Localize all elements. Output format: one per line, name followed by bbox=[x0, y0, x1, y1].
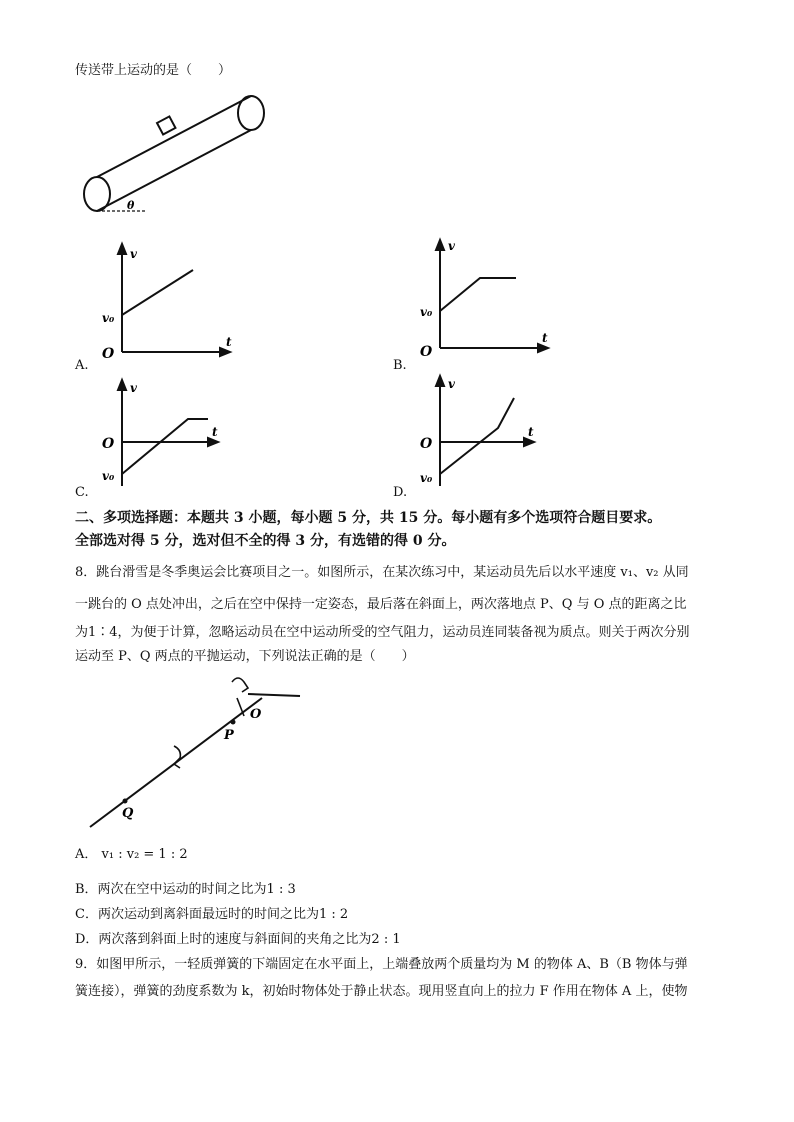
platform-line bbox=[248, 694, 300, 696]
axis-v-label: v bbox=[130, 247, 137, 261]
block-on-belt bbox=[157, 116, 175, 134]
option-c-graph bbox=[100, 376, 240, 491]
axis-v-label: v bbox=[448, 239, 455, 253]
q8-option-c: C．两次运动到离斜面最远时的时间之比为1 : 2 bbox=[75, 907, 349, 922]
axis-t-label: t bbox=[542, 331, 548, 345]
v0-label: v₀ bbox=[102, 311, 115, 325]
q8-line-4: 运动至 P、Q 两点的平抛运动，下列说法正确的是（ ） bbox=[75, 649, 415, 664]
option-b-graph bbox=[418, 236, 558, 356]
q8-line-3: 为1∶4，为便于计算，忽略运动员在空中运动所受的空气阻力，运动员连同装备视为质点。则关于两次分别 bbox=[75, 625, 690, 640]
axis-t-label: t bbox=[528, 425, 534, 439]
origin-label: O bbox=[420, 344, 433, 356]
velocity-line bbox=[440, 398, 514, 474]
ski-jump-figure bbox=[82, 672, 307, 832]
option-d-letter: D. bbox=[393, 485, 408, 500]
axis-v-label: v bbox=[130, 381, 137, 395]
section-heading-cont: 全部选对得 5 分，选对但不全的得 3 分，有选错的得 0 分。 bbox=[75, 533, 456, 549]
option-a-graph bbox=[100, 240, 240, 360]
q8-option-d: D．两次落到斜面上时的速度与斜面间的夹角之比为2 : 1 bbox=[75, 932, 401, 947]
section-heading: 二、多项选择题：本题共 3 小题，每小题 5 分，共 15 分。每小题有多个选项符合题目要求。 bbox=[75, 510, 662, 526]
option-b-letter: B. bbox=[393, 358, 407, 373]
q8-option-b: B．两次在空中运动的时间之比为1 : 3 bbox=[75, 882, 296, 897]
label-o: O bbox=[250, 707, 262, 722]
q8-line-2: 一跳台的 O 点处冲出，之后在空中保持一定姿态，最后落在斜面上，两次落地点 P、Q 与 O 点的距离之比 bbox=[75, 597, 687, 612]
angle-label: θ bbox=[127, 199, 135, 212]
point-p bbox=[231, 720, 236, 725]
q8-line-1: 8．跳台滑雪是冬季奥运会比赛项目之一。如图所示，在某次练习中，某运动员先后以水平速度 v₁、v₂ 从同 bbox=[75, 565, 689, 580]
origin-label: O bbox=[102, 346, 115, 360]
q9-line-1: 9．如图甲所示，一轻质弹簧的下端固定在水平面上，上端叠放两个质量均为 M 的物体 A、B（B 物体与弹 bbox=[75, 957, 688, 972]
q9-line-2: 簧连接），弹簧的劲度系数为 k，初始时物体处于静止状态。现用竖直向上的拉力 F 作用在物体 A 上，使物 bbox=[75, 984, 688, 999]
v0-label: v₀ bbox=[420, 305, 433, 319]
label-q: Q bbox=[122, 806, 134, 821]
axis-t-label: t bbox=[226, 335, 232, 349]
question-text: 传送带上运动的是（ ） bbox=[75, 63, 232, 78]
velocity-line bbox=[122, 419, 208, 474]
label-p: P bbox=[224, 728, 234, 743]
v0-label: v₀ bbox=[420, 471, 433, 485]
option-d-graph bbox=[418, 370, 558, 490]
velocity-line bbox=[440, 278, 516, 311]
option-c-letter: C. bbox=[75, 485, 89, 500]
origin-label: O bbox=[102, 436, 115, 452]
velocity-line bbox=[122, 270, 193, 315]
axis-t-label: t bbox=[212, 425, 218, 439]
conveyor-belt-figure bbox=[75, 88, 275, 223]
point-q bbox=[123, 799, 128, 804]
option-a-letter: A. bbox=[75, 358, 89, 373]
axis-v-label: v bbox=[448, 377, 455, 391]
origin-label: O bbox=[420, 436, 433, 452]
v0-label: v₀ bbox=[102, 469, 115, 483]
q8-option-a: A． v₁ : v₂ = 1 : 2 bbox=[75, 847, 188, 862]
